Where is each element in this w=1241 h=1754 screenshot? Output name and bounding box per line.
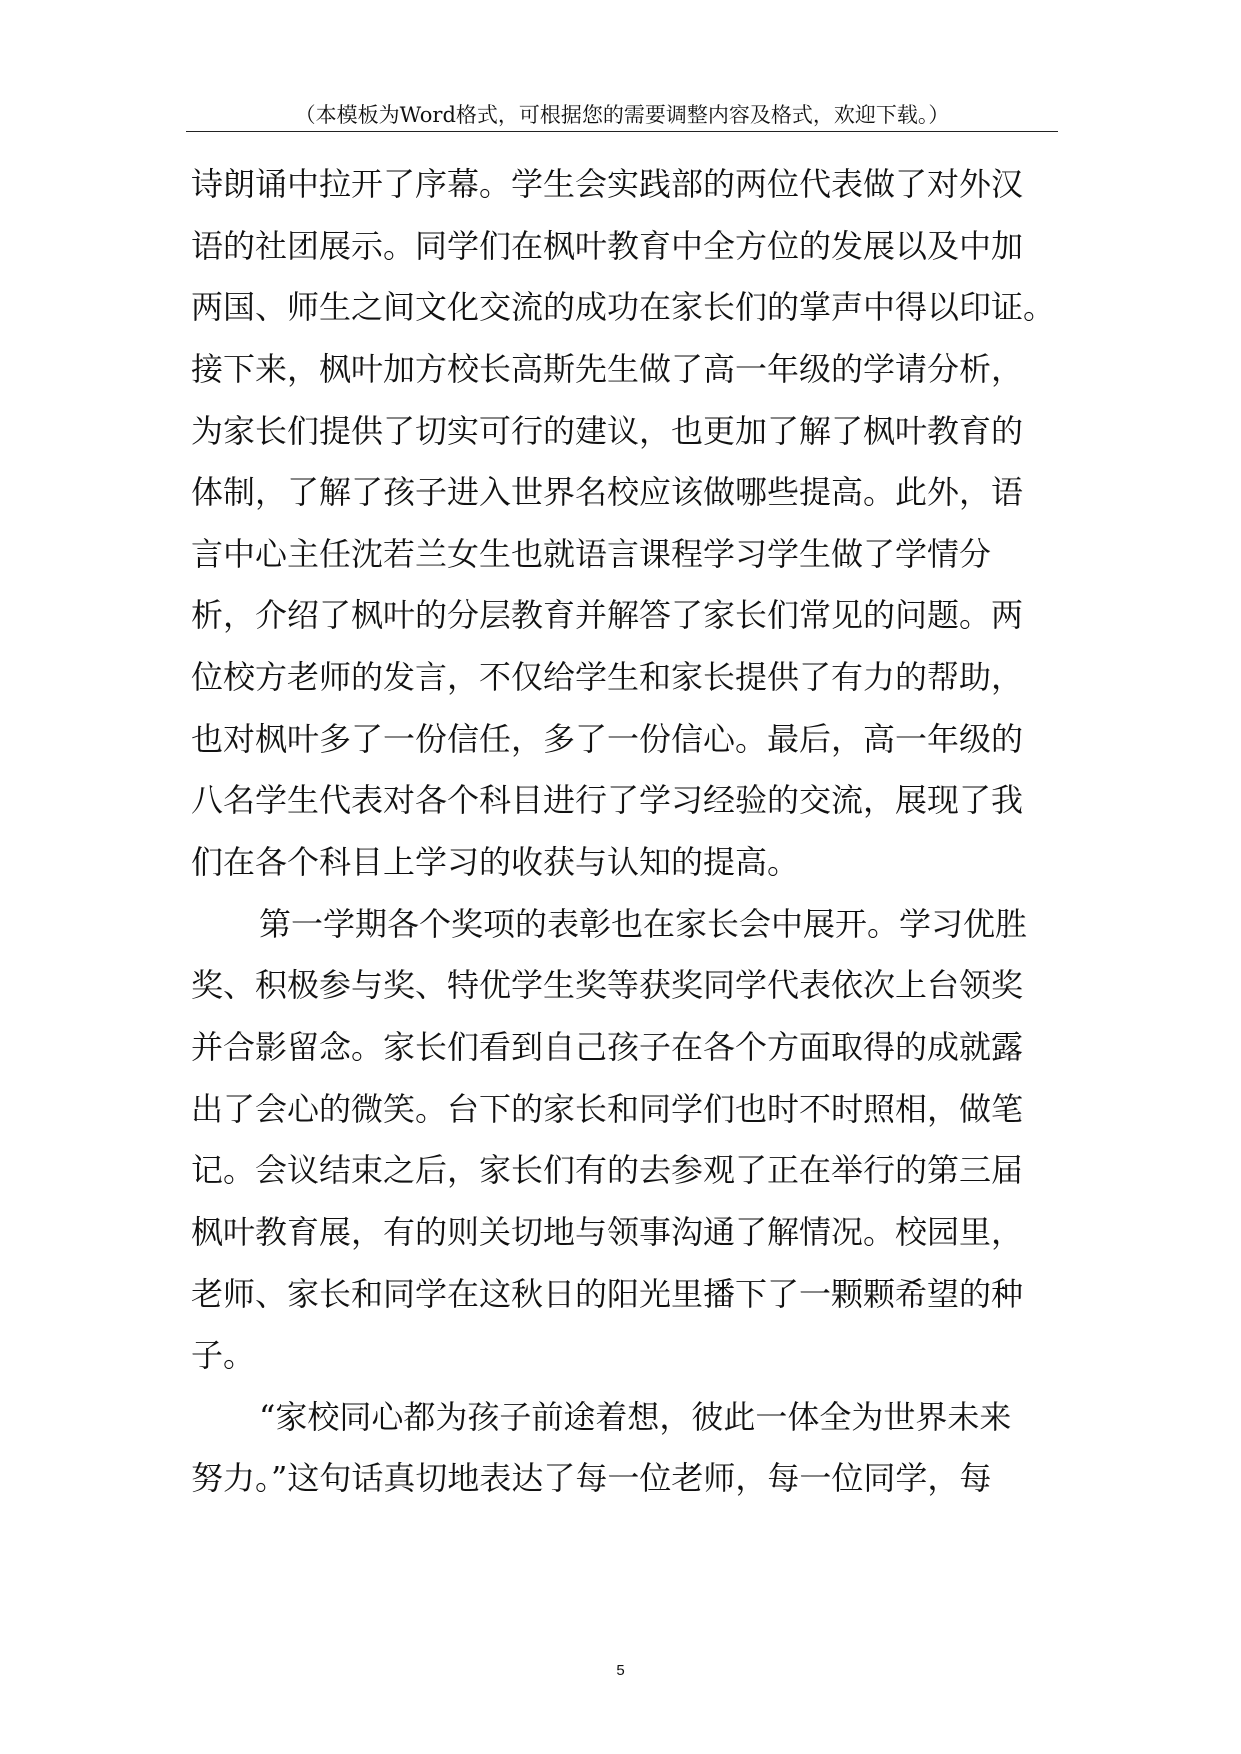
text-line: 出了会心的微笑。台下的家长和同学们也时不时照相，做笔 [191,1089,1024,1128]
text-line: 枫叶教育展，有的则关切地与领事沟通了解情况。校园里， [191,1212,1024,1251]
text-line: 语的社团展示。同学们在枫叶教育中全方位的发展以及中加 [191,226,1024,265]
header-divider [186,131,1058,132]
text-line: 八名学生代表对各个科目进行了学习经验的交流，展现了我 [191,781,1024,820]
page-number: 5 [616,1662,625,1679]
document-body [191,154,1091,1510]
text-line: 两国、师生之间文化交流的成功在家长们的掌声中得以印证。 [191,288,1056,327]
text-line: 言中心主任沈若兰女生也就语言课程学习学生做了学情分 [191,534,992,573]
text-line: “家校同心都为孩子前途着想，彼此一体全为世界未来 [259,1397,1012,1436]
text-line: 们在各个科目上学习的收获与认知的提高。 [191,843,800,882]
text-line: 并合影留念。家长们看到自己孩子在各个方面取得的成就露 [191,1027,1024,1066]
text-line: 也对枫叶多了一份信任，多了一份信心。最后，高一年级的 [191,719,1024,758]
text-line: 接下来，枫叶加方校长高斯先生做了高一年级的学请分析， [191,349,1024,388]
text-line: 努力。”这句话真切地表达了每一位老师，每一位同学，每 [191,1459,992,1498]
text-line: 为家长们提供了切实可行的建议，也更加了解了枫叶教育的 [191,411,1024,450]
text-line: 老师、家长和同学在这秋日的阳光里播下了一颗颗希望的种 [191,1274,1024,1313]
text-line: 子。 [191,1336,256,1375]
document-header: （本模板为Word格式，可根据您的需要调整内容及格式，欢迎下载。） [294,103,950,127]
text-line: 体制，了解了孩子进入世界名校应该做哪些提高。此外，语 [191,473,1024,512]
text-line: 位校方老师的发言，不仅给学生和家长提供了有力的帮助， [191,658,1024,697]
text-line: 奖、积极参与奖、特优学生奖等获奖同学代表依次上台领奖 [191,966,1024,1005]
text-line: 析，介绍了枫叶的分层教育并解答了家长们常见的问题。两 [191,596,1024,635]
text-line: 第一学期各个奖项的表彰也在家长会中展开。学习优胜 [259,904,1028,943]
text-line: 诗朗诵中拉开了序幕。学生会实践部的两位代表做了对外汉 [191,165,1024,203]
text-line: 记。会议结束之后，家长们有的去参观了正在举行的第三届 [191,1151,1024,1190]
